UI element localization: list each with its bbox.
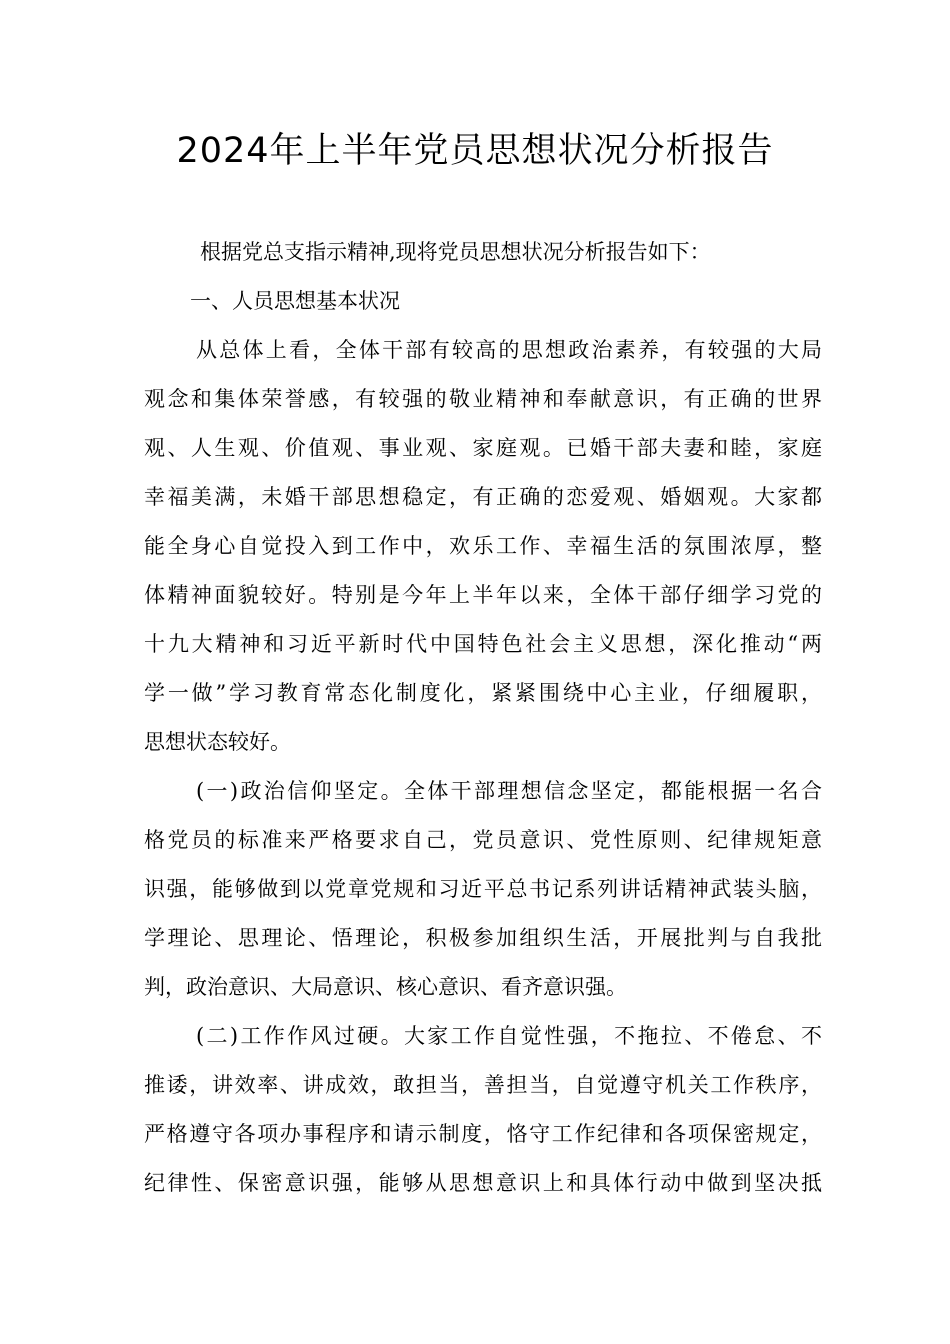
paragraph-line: 能全身心自觉投入到工作中，欢乐工作、幸福生活的氛围浓厚，整: [144, 534, 822, 558]
paragraph-line: 识强，能够做到以党章党规和习近平总书记系列讲话精神武装头脑，: [144, 877, 822, 901]
paragraph-line: 思想状态较好。: [144, 730, 291, 754]
paragraph-line: 幸福美满，未婚干部思想稳定，有正确的恋爱观、婚姻观。大家都: [144, 485, 822, 509]
paragraph-line: 判，政治意识、大局意识、核心意识、看齐意识强。: [144, 975, 627, 999]
document-body: [144, 232, 822, 1212]
document-title: 2024年上半年党员思想状况分析报告: [176, 131, 774, 171]
paragraph-line: 推诿，讲效率、讲成效，敢担当，善担当，自觉遵守机关工作秩序，: [144, 1073, 822, 1097]
paragraph-line: 学理论、思理论、悟理论，积极参加组织生活，开展批判与自我批: [144, 926, 822, 950]
paragraph-line: (二)工作作风过硬。大家工作自觉性强，不拖拉、不倦怠、不: [196, 1024, 822, 1048]
paragraph-line: (一)政治信仰坚定。全体干部理想信念坚定，都能根据一名合: [196, 779, 822, 803]
paragraph-line: 格党员的标准来严格要求自己，党员意识、党性原则、纪律规矩意: [144, 828, 822, 852]
paragraph-line: 体精神面貌较好。特别是今年上半年以来，全体干部仔细学习党的: [144, 583, 822, 607]
section-heading: 一、人员思想基本状况: [190, 289, 400, 313]
intro-line: 根据党总支指示精神,现将党员思想状况分析报告如下：: [200, 240, 711, 264]
paragraph-line: 观、人生观、价值观、事业观、家庭观。已婚干部夫妻和睦，家庭: [144, 436, 822, 460]
paragraph-line: 学一做”学习教育常态化制度化，紧紧围绕中心主业，仔细履职，: [144, 681, 822, 705]
paragraph-line: 从总体上看，全体干部有较高的思想政治素养，有较强的大局: [196, 338, 822, 362]
paragraph-line: 十九大精神和习近平新时代中国特色社会主义思想，深化推动“两: [144, 632, 822, 656]
paragraph-line: 观念和集体荣誉感，有较强的敬业精神和奉献意识，有正确的世界: [144, 387, 822, 411]
paragraph-line: 严格遵守各项办事程序和请示制度，恪守工作纪律和各项保密规定，: [144, 1122, 822, 1146]
paragraph-line: 纪律性、保密意识强，能够从思想意识上和具体行动中做到坚决抵: [144, 1171, 822, 1195]
